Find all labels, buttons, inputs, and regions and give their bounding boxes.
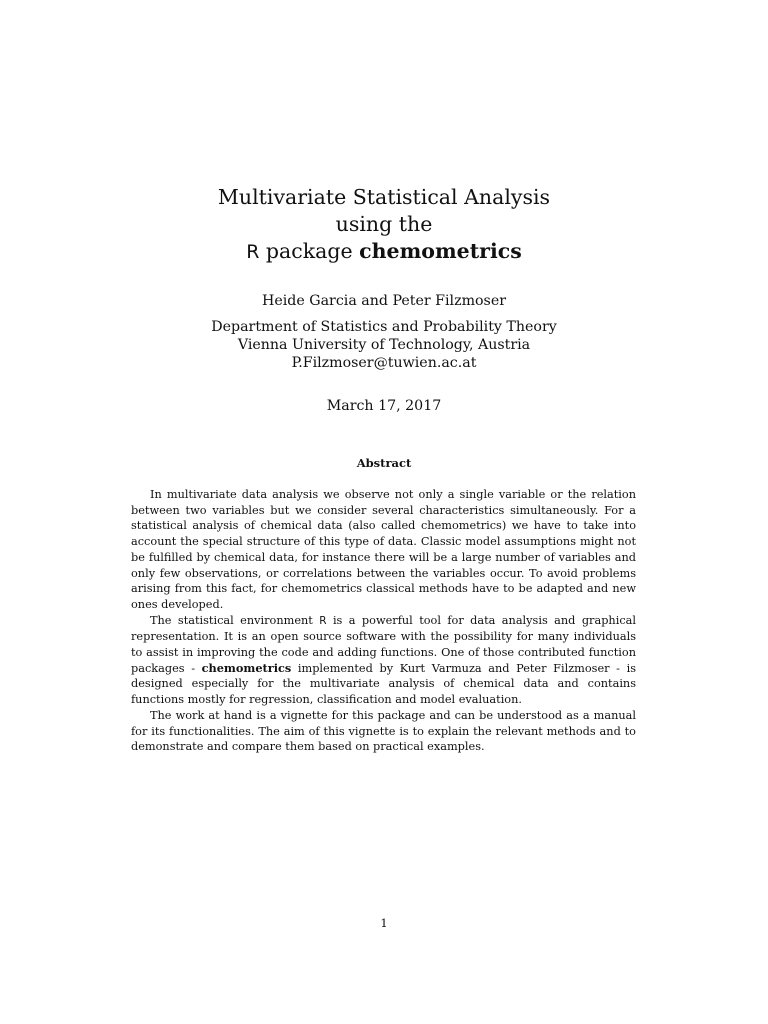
abstract-p2-text-middle: is a powerful tool for data analysis and graphical representation. It is an open source software with the possibility for many individuals to assist in improving the code and adding functions. One of those contributed function packages -	[131, 613, 636, 675]
abstract-paragraph-1: In multivariate data analysis we observe not only a single variable or the relation between two variables but we consider several characteristics simultaneously. For a statistical analysis of chemical data (also called chemometrics) we have to take into account the special structure of this type of data. Classic model assumptions might not be fulfilled by chemical data, for instance there will be a large number of variables and only few observations, or correlations between the variables occur. To avoid problems arising from this fact, for chemometrics classical methods have to be adapted and new ones developed.	[131, 488, 636, 611]
university: Vienna University of Technology, Austria	[237, 337, 531, 353]
abstract-p2-text-start: The statistical environment	[150, 613, 320, 627]
title-package-name: chemometrics	[359, 239, 522, 263]
authors: Heide Garcia and Peter Filzmoser	[261, 293, 507, 309]
abstract-body	[131, 487, 636, 755]
abstract-package-name: chemometrics	[201, 660, 292, 675]
title-line-1: Multivariate Statistical Analysis	[217, 185, 551, 209]
page-number: 1	[380, 916, 388, 930]
title-r-name: R	[246, 241, 260, 263]
abstract-p2-text-end: implemented by Kurt Varmuza and Peter Filzmoser - is designed especially for the multivariate analysis of chemical data and contains functions mostly for regression, classification and model evaluation.	[131, 661, 636, 707]
department: Department of Statistics and Probability Theory	[211, 319, 557, 335]
abstract-r-name: R	[319, 614, 327, 627]
date: March 17, 2017	[326, 398, 442, 414]
abstract-paragraph-2	[131, 613, 636, 708]
title-package-word: package	[259, 239, 360, 263]
affiliation	[0, 318, 768, 372]
title-line-3	[0, 238, 768, 266]
title-line-2: using the	[335, 212, 433, 236]
abstract-heading: Abstract	[356, 456, 412, 470]
paper-title	[0, 184, 768, 266]
email: P.Filzmoser@tuwien.ac.at	[291, 355, 477, 371]
abstract-paragraph-3: The work at hand is a vignette for this package and can be understood as a manual for its functionalities. The aim of this vignette is to explain the relevant methods and to demonstrate and compare them based on practical examples.	[131, 708, 636, 754]
